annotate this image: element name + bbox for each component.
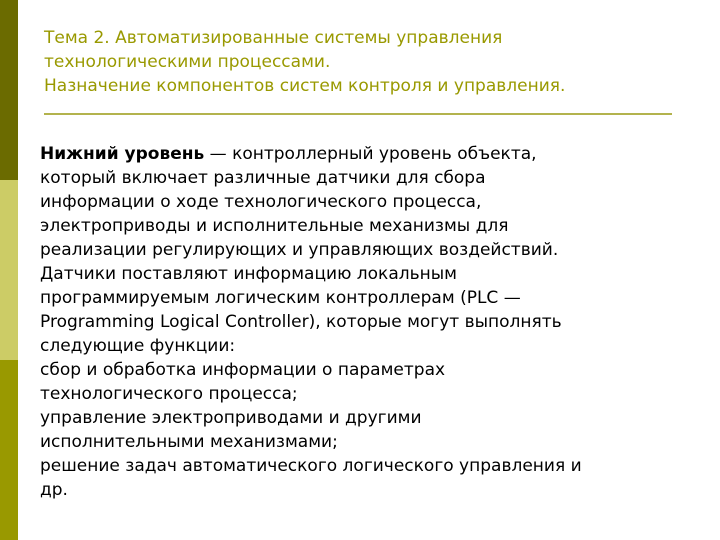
slide-body — [40, 142, 700, 502]
title-line: Тема 2. Автоматизированные системы управления — [44, 28, 503, 48]
body-line: технологического процесса; — [40, 384, 298, 404]
slide-title — [44, 26, 694, 98]
body-line: др. — [40, 480, 68, 500]
accent-bar-top — [0, 0, 18, 180]
body-line: следующие функции: — [40, 336, 236, 356]
body-line: Датчики поставляют информацию локальным — [40, 264, 457, 284]
body-line: который включает различные датчики для сбора — [40, 168, 486, 188]
term-heading: Нижний уровень — [40, 144, 205, 164]
title-line: технологическими процессами. — [44, 52, 331, 72]
body-line: решение задач автоматического логического управления и — [40, 456, 582, 476]
body-line: управление электроприводами и другими — [40, 408, 422, 428]
accent-bar-middle — [0, 180, 18, 360]
body-line: электроприводы и исполнительные механизмы для — [40, 216, 509, 236]
body-line: программируемым логическим контроллерам (PLC — — [40, 288, 521, 308]
body-line: исполнительными механизмами; — [40, 432, 338, 452]
body-line: сбор и обработка информации о параметрах — [40, 360, 446, 380]
title-divider — [44, 113, 672, 115]
body-line: Programming Logical Controller), которые могут выполнять — [40, 312, 562, 332]
body-first-line — [40, 142, 700, 166]
term-definition: — контроллерный уровень объекта, — [204, 144, 537, 164]
accent-bar-bottom — [0, 360, 18, 540]
left-accent-bar — [0, 0, 18, 540]
body-line: информации о ходе технологического процесса, — [40, 192, 482, 212]
body-line: реализации регулирующих и управляющих воздействий. — [40, 240, 559, 260]
title-line: Назначение компонентов систем контроля и управления. — [44, 76, 566, 96]
